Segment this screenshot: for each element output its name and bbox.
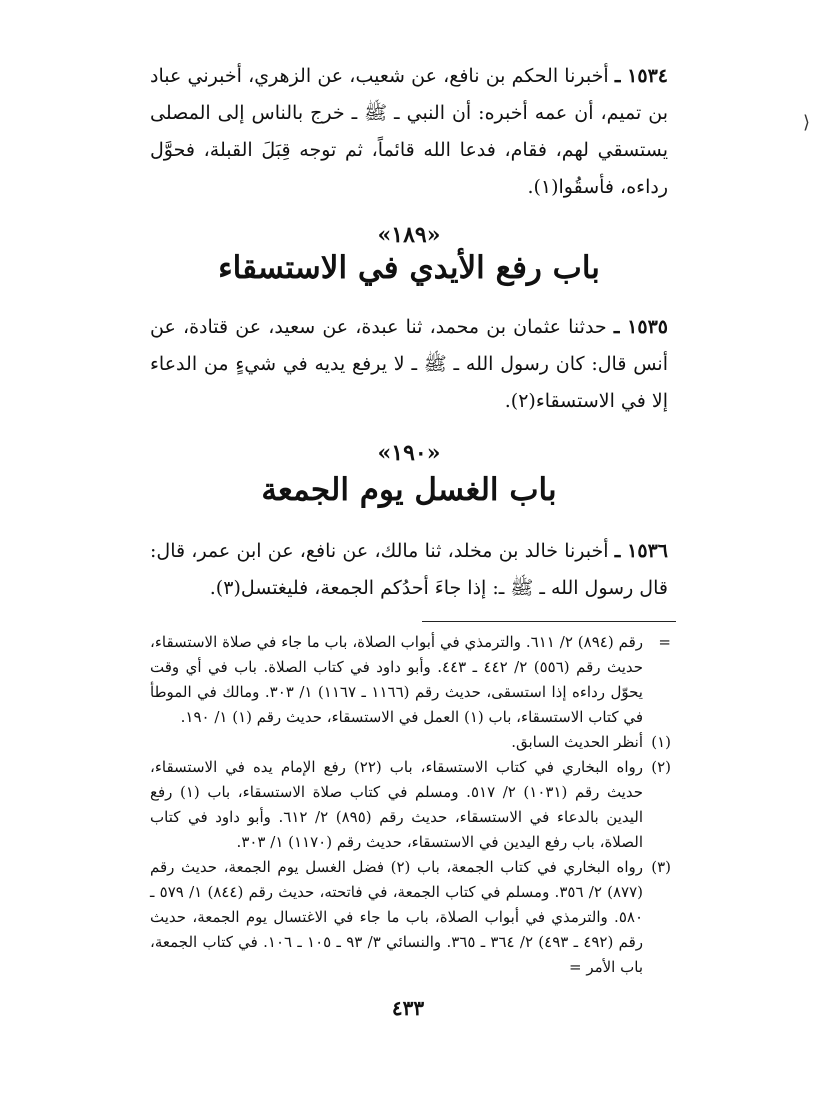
footnote-mark: = xyxy=(658,633,671,651)
hadith-text: أخبرنا خالد بن مخلد، ثنا مالك، عن نافع، عن ابن عمر، قال: قال رسول الله ـ ﷺ ـ: إذا جاءَ أحدُكم الجمعة، فليغتسل(٣). xyxy=(150,540,668,599)
footnote-mark: (٢) xyxy=(651,758,671,776)
footnote-3 xyxy=(150,855,671,980)
footnote-mark: (١) xyxy=(651,733,671,751)
hadith-text: أخبرنا الحكم بن نافع، عن شعيب، عن الزهري، أخبرني عباد بن تميم، أن عمه أخبره: أن النبي ـ ﷺ ـ خرج بالناس إلى المصلى يستسقي لهم، فقام، فدعا الله قائماً، ثم توجه قِبَلَ القبلة، فحوَّل رداءه، فأسقُوا(١). xyxy=(150,65,668,198)
hadith-1536 xyxy=(150,533,668,607)
page-number: ٤٣٣ xyxy=(391,996,425,1020)
chapter-number: «١٨٩» xyxy=(377,222,441,248)
footnote-text: رقم (٨٩٤) ٢/ ٦١١. والترمذي في أبواب الصلاة، باب ما جاء في صلاة الاستسقاء، حديث رقم (٥٥٦) ٢/ ٤٤٢ ـ ٤٤٣. وأبو داود في كتاب الصلاة. باب في أي وقت يحوّل رداءه إذا استسقى، حديث رقم (١١٦٦ ـ ١١٦٧) ١/ ٣٠٣. ومالك في الموطأ في كتاب الاستسقاء، باب (١) العمل في الاستسقاء، حديث رقم (١) ١/ ١٩٠. xyxy=(150,633,644,726)
footnote-text: رواه البخاري في كتاب الجمعة، باب (٢) فضل الغسل يوم الجمعة، حديث رقم (٨٧٧) ٢/ ٣٥٦. ومسلم في كتاب الجمعة، في فاتحته، حديث رقم (٨٤٤) ١/ ٥٧٩ ـ ٥٨٠. والترمذي في أبواب الصلاة، باب ما جاء في الاغتسال يوم الجمعة، حديث رقم (٤٩٢ ـ ٤٩٣) ٢/ ٣٦٤ ـ ٣٦٥. والنسائي ٣/ ٩٣ ـ ١٠٥ ـ ١٠٦. في كتاب الجمعة، باب الأمر = xyxy=(150,858,644,976)
footnote-continued xyxy=(150,630,671,730)
hadith-1535 xyxy=(150,309,668,420)
footnote-mark: (٣) xyxy=(651,858,671,876)
chapter-title: باب رفع الأيدي في الاستسقاء xyxy=(218,250,600,286)
hadith-text: حدثنا عثمان بن محمد، ثنا عبدة، عن سعيد، عن قتادة، عن أنس قال: كان رسول الله ـ ﷺ ـ لا يرفع يديه في شيءٍ من الدعاء إلا في الاستسقاء(٢). xyxy=(150,316,668,412)
chapter-title: باب الغسل يوم الجمعة xyxy=(261,472,557,508)
hadith-number: ١٥٣٦ ـ xyxy=(614,540,668,562)
footnote-text: رواه البخاري في كتاب الاستسقاء، باب (٢٢) رفع الإمام يده في الاستسقاء، حديث رقم (١٠٣١) ٢/ ٥١٧. ومسلم في كتاب صلاة الاستسقاء، باب (١) رفع اليدين بالدعاء في الاستسقاء، حديث رقم (٨٩٥) ٢/ ٦١٢. وأبو داود في كتاب الصلاة، باب رفع اليدين في الاستسقاء، حديث رقم (١١٧٠) ١/ ٣٠٣. xyxy=(150,758,644,851)
footnotes xyxy=(150,630,671,980)
footnote-1 xyxy=(150,730,671,755)
footnote-2 xyxy=(150,755,671,855)
hadith-number: ١٥٣٤ ـ xyxy=(614,65,668,87)
footnote-text: أنظر الحديث السابق. xyxy=(511,733,643,751)
hadith-1534 xyxy=(150,58,668,206)
hadith-number: ١٥٣٥ ـ xyxy=(613,316,668,338)
margin-mark: ⟨ xyxy=(803,112,811,133)
footnote-separator xyxy=(422,621,676,622)
chapter-number: «١٩٠» xyxy=(377,440,441,466)
